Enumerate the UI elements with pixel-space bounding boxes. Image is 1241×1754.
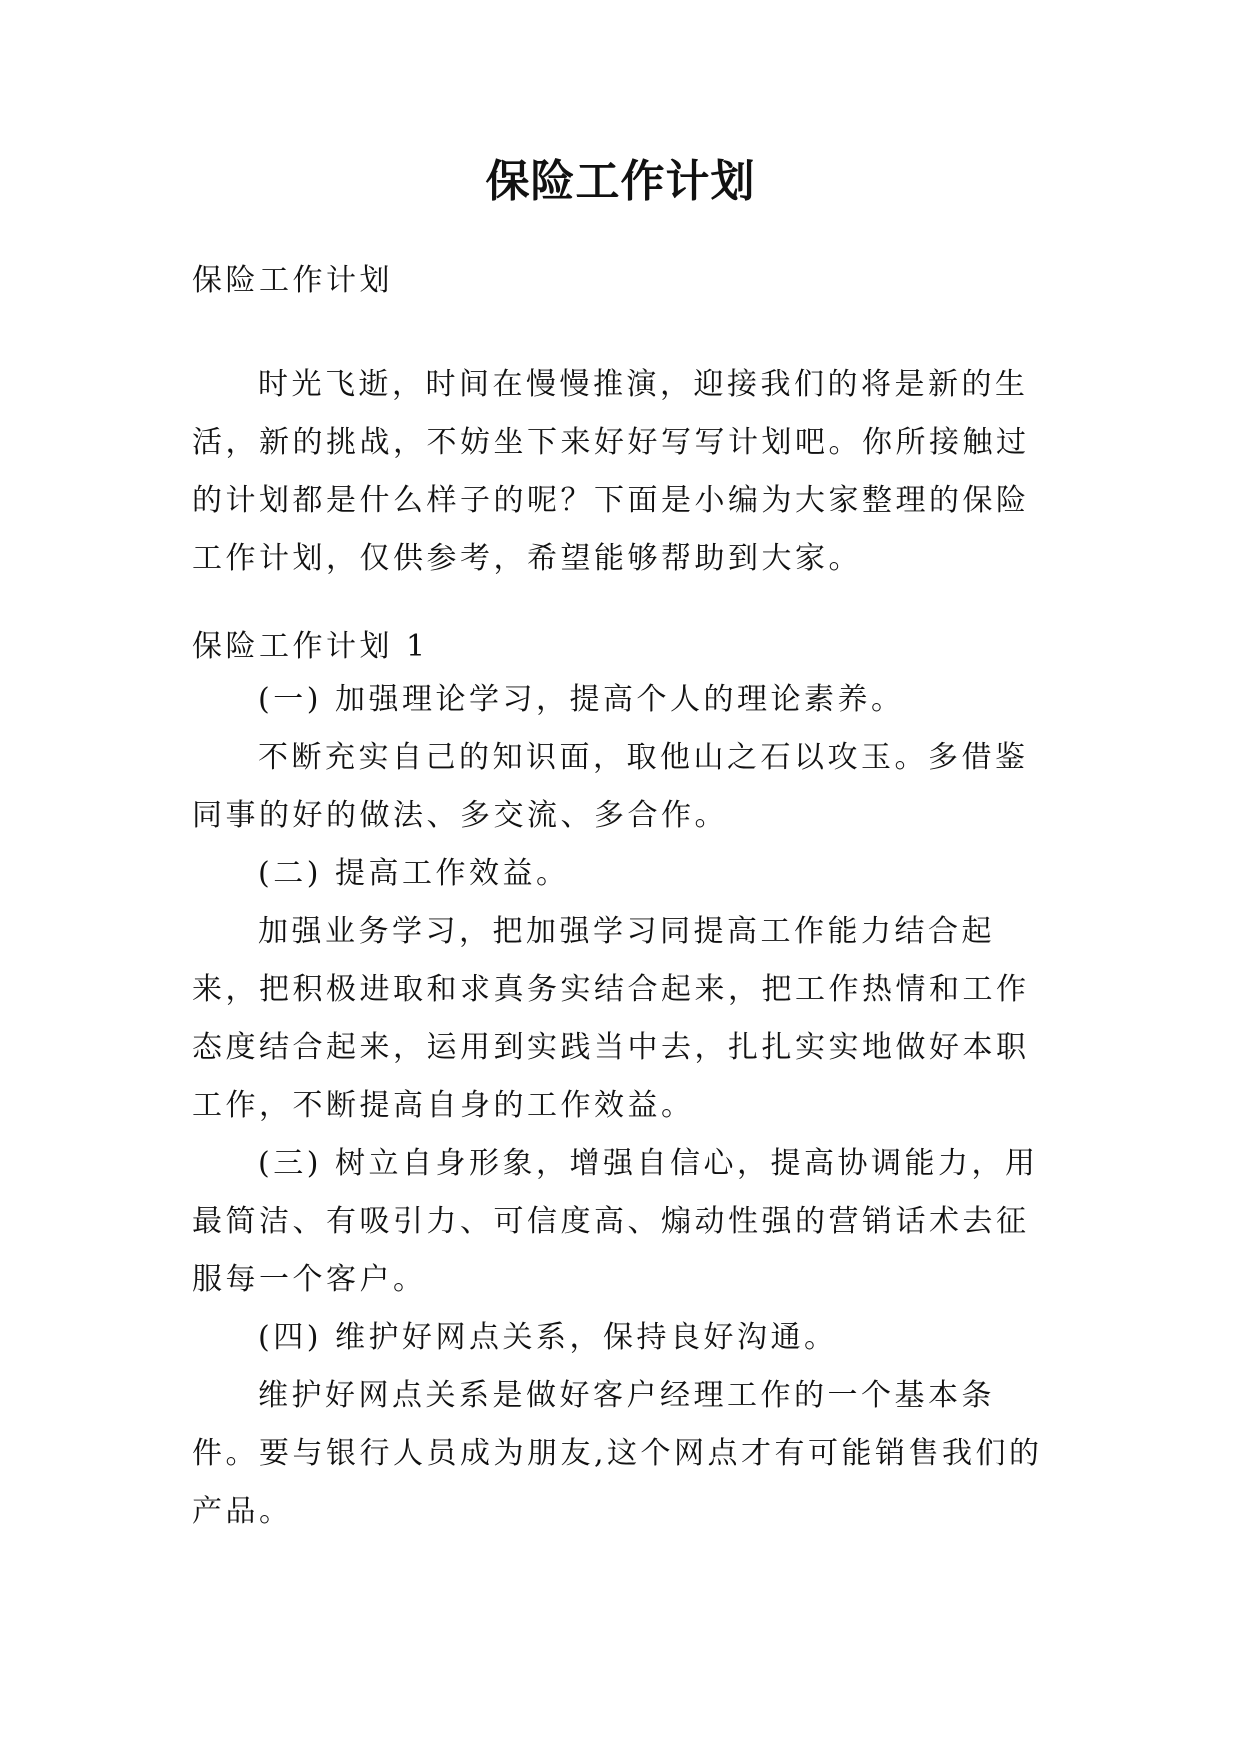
section-body — [192, 671, 1052, 1541]
document-subtitle: 保险工作计划 — [192, 263, 393, 298]
intro-block — [192, 356, 1052, 588]
list-item-heading-2: (二) 提高工作效益。 — [258, 856, 570, 891]
body-paragraph: 不断充实自己的知识面，取他山之石以攻玉。多借鉴同事的好的做法、多交流、多合作。 — [192, 740, 1029, 833]
list-item-heading-4: (四) 维护好网点关系，保持良好沟通。 — [258, 1320, 838, 1355]
list-item-heading-3: (三) 树立自身形象，增强自信心，提高协调能力，用最简洁、有吸引力、可信度高、煽动性强的营销话术去征服每一个客户。 — [192, 1146, 1039, 1297]
section-heading: 保险工作计划 1 — [192, 629, 429, 664]
intro-paragraph: 时光飞逝，时间在慢慢推演，迎接我们的将是新的生活，新的挑战，不妨坐下来好好写写计划吧。你所接触过的计划都是什么样子的呢？下面是小编为大家整理的保险工作计划，仅供参考，希望能够帮助到大家。 — [192, 367, 1030, 576]
document-title: 保险工作计划 — [485, 156, 756, 207]
body-paragraph: 加强业务学习，把加强学习同提高工作能力结合起来，把积极进取和求真务实结合起来，把工作热情和工作态度结合起来，运用到实践当中去，扎扎实实地做好本职工作，不断提高自身的工作效益。 — [192, 914, 1030, 1123]
body-paragraph: 维护好网点关系是做好客户经理工作的一个基本条件。要与银行人员成为朋友,这个网点才有可能销售我们的产品。 — [192, 1378, 1043, 1529]
list-item-heading-1: (一) 加强理论学习，提高个人的理论素养。 — [258, 682, 905, 717]
